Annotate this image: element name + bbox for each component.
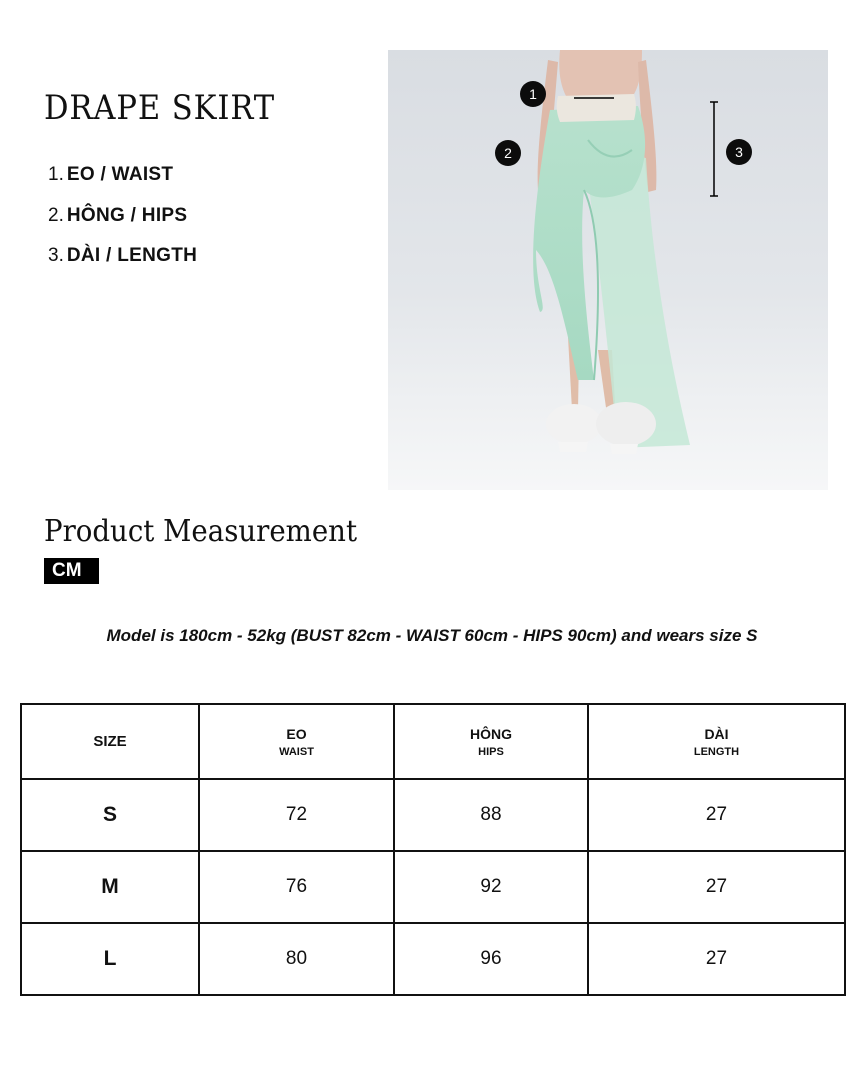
marker-hips: 2	[495, 140, 521, 166]
table-header-row	[21, 704, 845, 779]
header-waist	[199, 704, 394, 779]
measurement-item	[48, 164, 197, 205]
hips-cell: 92	[394, 851, 588, 923]
header-sub-label: HIPS	[478, 745, 504, 758]
measurement-label: EO / WAIST	[66, 164, 174, 185]
skirt-illustration	[388, 50, 828, 490]
waist-cell: 72	[199, 779, 394, 851]
size-cell: M	[21, 851, 199, 923]
length-cell: 27	[588, 851, 845, 923]
measurement-list	[48, 164, 197, 286]
header-size	[21, 704, 199, 779]
waist-cell: 80	[199, 923, 394, 995]
product-photo	[388, 50, 828, 490]
size-cell: S	[21, 779, 199, 851]
header-main-label: SIZE	[93, 733, 127, 750]
measurement-label: DÀI / LENGTH	[66, 245, 198, 266]
unit-badge: CM	[44, 558, 99, 584]
marker-waist: 1	[520, 81, 546, 107]
header-hips	[394, 704, 588, 779]
measurement-number: 3.	[48, 245, 64, 266]
marker-length: 3	[726, 139, 752, 165]
size-cell: L	[21, 923, 199, 995]
table-row	[21, 779, 845, 851]
length-cell: 27	[588, 779, 845, 851]
header-main-label: EO	[286, 725, 307, 742]
hips-cell: 88	[394, 779, 588, 851]
table-row	[21, 851, 845, 923]
header-sub-label: WAIST	[279, 745, 314, 758]
model-note: Model is 180cm - 52kg (BUST 82cm - WAIST 60cm - HIPS 90cm) and wears size S	[106, 626, 758, 645]
product-title: DRAPE SKIRT	[44, 88, 276, 128]
measurement-number: 2.	[48, 204, 64, 226]
measurement-number: 1.	[48, 164, 64, 185]
waist-cell: 76	[199, 851, 394, 923]
header-main-label: HÔNG	[470, 725, 512, 742]
measurement-label: HÔNG / HIPS	[66, 204, 188, 226]
size-table	[20, 703, 846, 996]
measurement-item	[48, 245, 197, 286]
table-row	[21, 923, 845, 995]
measurement-item	[48, 205, 197, 246]
hips-cell: 96	[394, 923, 588, 995]
header-main-label: DÀI	[704, 725, 729, 742]
section-title: Product Measurement	[44, 514, 358, 549]
length-cell: 27	[588, 923, 845, 995]
header-sub-label: LENGTH	[693, 745, 740, 758]
header-length	[588, 704, 845, 779]
